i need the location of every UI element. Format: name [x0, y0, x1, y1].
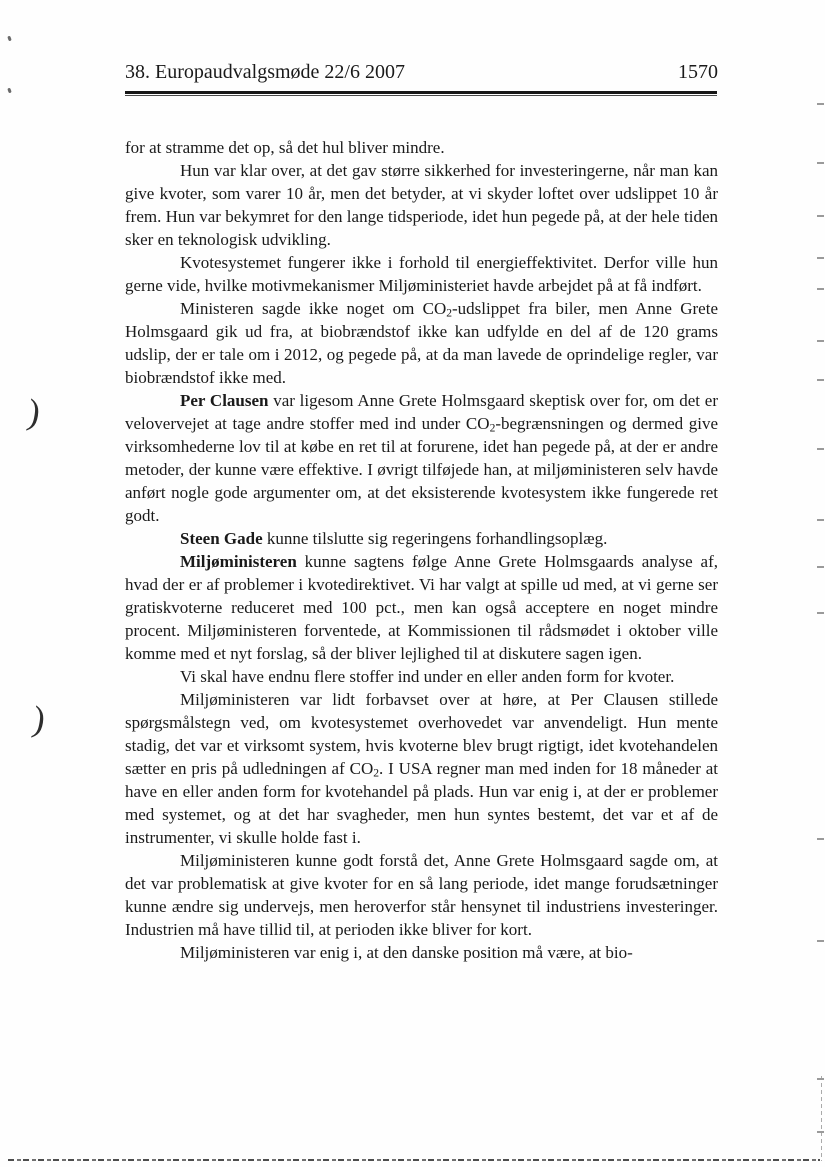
- scan-artifact-dash: [817, 162, 824, 164]
- paragraph: [125, 550, 718, 665]
- scan-artifact-dash: [817, 257, 824, 259]
- paragraph: [125, 136, 718, 159]
- paragraph: [125, 665, 718, 688]
- scan-artifact-dash: [817, 519, 824, 521]
- text-segment: Miljøministeren var enig i, at den danske position må være, at bio-: [180, 943, 633, 962]
- subscript: 2: [446, 306, 453, 320]
- speaker-name: Miljøministeren: [180, 552, 297, 571]
- paragraph: [125, 251, 718, 297]
- scan-artifact-dash: [817, 838, 824, 840]
- scan-artifact-dash: [817, 340, 824, 342]
- paragraph: [125, 297, 718, 389]
- paragraph: [125, 688, 718, 849]
- scan-artifact-dash: [817, 1078, 824, 1080]
- header-title: 38. Europaudvalgsmøde 22/6 2007: [125, 61, 405, 83]
- header-rule: [125, 91, 717, 97]
- page-bottom-scan-edge: [8, 1159, 820, 1161]
- scan-artifact-dash: [817, 288, 824, 290]
- text-segment: var ligesom Anne Grete Holmsgaard skeptisk over for, om det er velovervejet at tage andre stoffer med ind under CO: [125, 391, 718, 433]
- scan-artifact-speck: [7, 36, 12, 42]
- scan-edge-vertical-line: [821, 1076, 822, 1161]
- text-segment: for at stramme det op, så det hul bliver mindre.: [125, 138, 445, 157]
- paragraph: [125, 527, 718, 550]
- scan-artifact-dash: [817, 940, 824, 942]
- handwritten-margin-mark: ): [24, 391, 44, 433]
- scan-artifact-dash: [817, 612, 824, 614]
- paragraph: [125, 159, 718, 251]
- document-body: [125, 136, 718, 964]
- page-header: [125, 60, 718, 84]
- text-segment: kunne sagtens følge Anne Grete Holmsgaards analyse af, hvad der er af problemer i kvotedirektivet. Vi har valgt at spille ud med, at vi gerne ser gratiskvoterne reduceret med 100 pct., men kan også acceptere en noget mindre procent. Miljøministeren forventede, at Kommissionen til rådsmødet i oktober ville komme med et nyt forslag, så der bliver lejlighed til at diskutere sagen igen.: [125, 552, 718, 663]
- speaker-name: Per Clausen: [180, 391, 269, 410]
- subscript: 2: [373, 766, 380, 780]
- scan-artifact-dash: [817, 379, 824, 381]
- scan-artifact-dash: [817, 215, 824, 217]
- text-segment: Kvotesystemet fungerer ikke i forhold til energieffektivitet. Derfor ville hun gerne vide, hvilke motivmekanismer Miljøministeriet havde arbejdet på at få indført.: [125, 253, 718, 295]
- scan-artifact-dash: [817, 1131, 824, 1133]
- text-segment: -udslippet fra biler, men Anne Grete Holmsgaard gik ud fra, at biobrændstof ikke kan udfylde en del af de 120 grams udslip, der er tale om i 2012, og pegede på, at da man lavede de oprindelige regler, var biobrændstof ikke med.: [125, 299, 718, 387]
- text-segment: Ministeren sagde ikke noget om CO: [180, 299, 447, 318]
- paragraph: [125, 941, 718, 964]
- scan-artifact-dash: [817, 103, 824, 105]
- scan-artifact-dash: [817, 566, 824, 568]
- scan-artifact-dash: [817, 448, 824, 450]
- scan-artifact-speck: [7, 88, 12, 94]
- page-number: 1570: [678, 61, 718, 83]
- text-segment: Hun var klar over, at det gav større sikkerhed for investeringerne, når man kan give kvoter, som varer 10 år, men det betyder, at vi skyder loftet over udslippet 10 år frem. Hun var bekymret for den lange tidsperiode, idet hun pegede på, at der hele tiden sker en teknologisk udvikling.: [125, 161, 718, 249]
- paragraph: [125, 389, 718, 527]
- subscript: 2: [489, 421, 496, 435]
- paragraph: [125, 849, 718, 941]
- text-segment: Miljøministeren kunne godt forstå det, Anne Grete Holmsgaard sagde om, at det var problematisk at give kvoter for en så lang periode, idet mange forudsætninger kunne ændre sig undervejs, men heroverfor står hensynet til industriens investeringer. Industrien må have tillid til, at perioden ikke bliver for kort.: [125, 851, 718, 939]
- text-segment: Vi skal have endnu flere stoffer ind under en eller anden form for kvoter.: [180, 667, 675, 686]
- text-segment: kunne tilslutte sig regeringens forhandlingsoplæg.: [262, 529, 608, 548]
- speaker-name: Steen Gade: [180, 529, 263, 548]
- handwritten-margin-mark: ): [29, 698, 49, 740]
- text-segment: -begrænsningen og dermed give virksomhederne lov til at købe en ret til at forurene, idet han pegede på, at der er andre metoder, der kunne være effektive. I øvrigt tilføjede han, at miljøministeren selv havde anført nogle gode argumenter om, at det eksisterende kvotesystem ikke fungerede ret godt.: [125, 414, 718, 525]
- text-segment: . I USA regner man med inden for 18 måneder at have en eller anden form for kvotehandel på plads. Hun var enig i, at der er problemer med systemet, og at det har svagheder, men hun syntes bestemt, det var et af de instrumenter, vi skulle holde fast i.: [125, 759, 718, 847]
- text-segment: Miljøministeren var lidt forbavset over at høre, at Per Clausen stillede spørgsmålstegn ved, om kvotesystemet overhovedet var anvendeligt. Hun mente stadig, det var et virksomt system, hvis kvoterne blev brugt rigtigt, idet kvotehandelen sætter en pris på udledningen af CO: [125, 690, 718, 778]
